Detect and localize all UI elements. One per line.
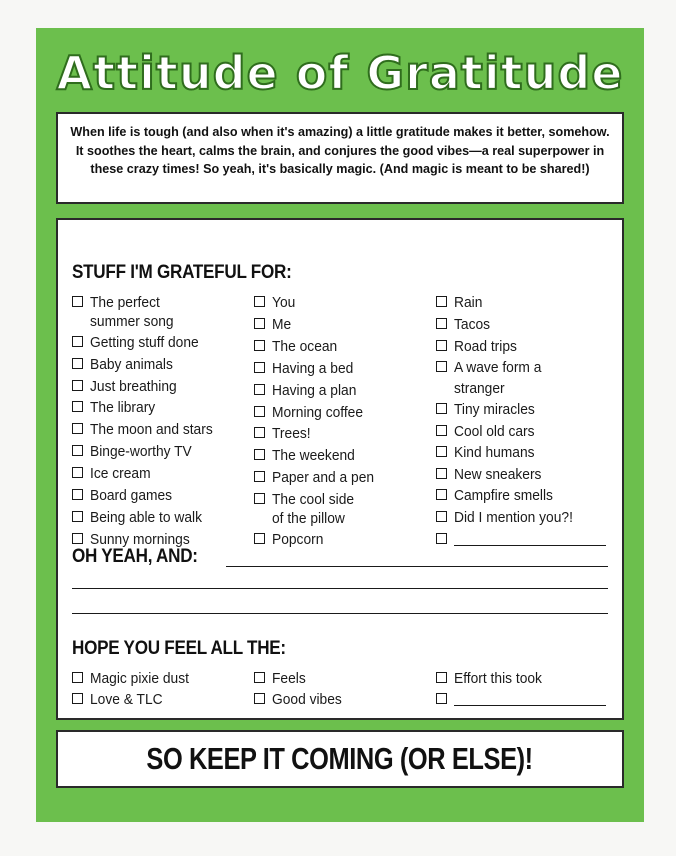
checkbox[interactable]	[254, 296, 265, 307]
footer-banner	[56, 730, 624, 788]
checkbox[interactable]	[254, 427, 265, 438]
checkbox[interactable]	[72, 358, 83, 369]
checkbox[interactable]	[436, 446, 447, 457]
checkbox[interactable]	[72, 672, 83, 683]
write-in-line[interactable]	[454, 705, 606, 706]
checkbox[interactable]	[436, 693, 447, 704]
checkbox[interactable]	[254, 340, 265, 351]
checkbox[interactable]	[436, 296, 447, 307]
checkbox[interactable]	[254, 384, 265, 395]
checkbox[interactable]	[72, 693, 83, 704]
grateful-heading: STUFF I'M GRATEFUL FOR:	[72, 262, 292, 283]
checkbox[interactable]	[72, 401, 83, 412]
checkbox[interactable]	[254, 693, 265, 704]
checkbox[interactable]	[72, 511, 83, 522]
write-in-line[interactable]	[72, 588, 608, 589]
write-in-line[interactable]	[226, 566, 608, 567]
checkbox[interactable]	[72, 467, 83, 478]
checkbox[interactable]	[72, 296, 83, 307]
checkbox[interactable]	[72, 380, 83, 391]
checkbox[interactable]	[436, 361, 447, 372]
checkbox[interactable]	[254, 493, 265, 504]
checkbox[interactable]	[72, 423, 83, 434]
checkbox[interactable]	[254, 318, 265, 329]
page-title: Attitude of Gratitude	[56, 46, 624, 100]
checkbox[interactable]	[436, 511, 447, 522]
write-in-line[interactable]	[72, 613, 608, 614]
checkbox[interactable]	[72, 336, 83, 347]
intro-text: When life is tough (and also when it's amazing) a little gratitude makes it better, somehow. It soothes the heart, calms the brain, and conjures the good vibes—a real superpower in these crazy times! So yeah, it's basically magic. (And magic is meant to be shared!)	[56, 112, 624, 204]
checkbox[interactable]	[72, 445, 83, 456]
checkbox[interactable]	[254, 406, 265, 417]
checkbox[interactable]	[436, 318, 447, 329]
write-in-line[interactable]	[454, 545, 606, 546]
oh-yeah-heading: OH YEAH, AND:	[72, 546, 198, 567]
checkbox[interactable]	[254, 449, 265, 460]
checkbox[interactable]	[436, 533, 447, 544]
checkbox[interactable]	[254, 471, 265, 482]
checkbox[interactable]	[72, 533, 83, 544]
checkbox[interactable]	[436, 672, 447, 683]
hope-heading: HOPE YOU FEEL ALL THE:	[72, 638, 286, 659]
checkbox[interactable]	[436, 489, 447, 500]
checkbox[interactable]	[436, 403, 447, 414]
checkbox[interactable]	[72, 489, 83, 500]
checklist-panel: STUFF I'M GRATEFUL FOR: The perfect summer song Getting stuff done Baby animals Just breathing The library The moon and stars Binge-worthy TV Ice cream Board games Being able to walk Sunny mornings You Me The ocean Having a bed Having a plan Morning coffee Trees! The weekend Paper and a pen The cool side of the pillow Popcorn Rain Tacos Road trips A wave form a stranger Tiny miracles Cool old cars Kind humans New sneakers Campfire smells Did I mention you?! OH YEAH, AND: HOPE YOU FEEL ALL THE: Magic pixie dust Love & TLC Feels Good vibes Effort this took	[56, 218, 624, 720]
notepad-card	[36, 28, 644, 822]
checkbox[interactable]	[254, 672, 265, 683]
checkbox[interactable]	[436, 425, 447, 436]
checkbox[interactable]	[436, 340, 447, 351]
checkbox[interactable]	[254, 533, 265, 544]
checkbox[interactable]	[254, 362, 265, 373]
footer-text: SO KEEP IT COMING (OR ELSE)!	[146, 741, 534, 776]
checkbox[interactable]	[436, 468, 447, 479]
